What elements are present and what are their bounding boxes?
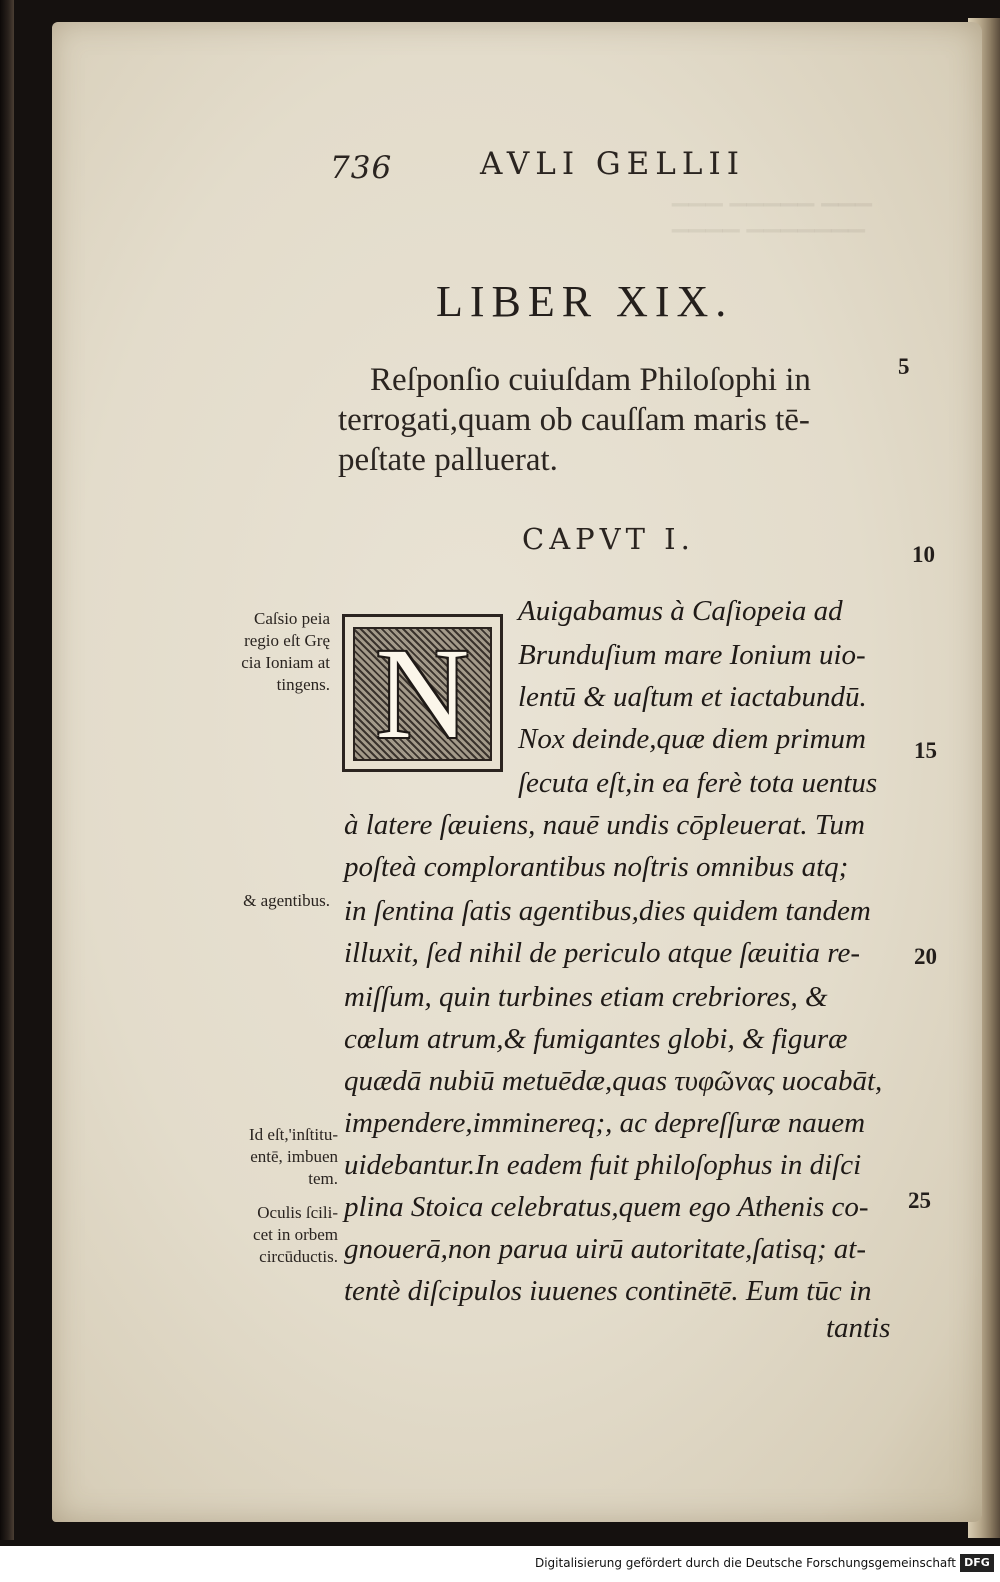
funding-note: Digitalisierung gefördert durch die Deutsche Forschungsgemeinschaft — [534, 1556, 956, 1570]
marginal-note-line: Oculis ſcili- — [257, 1203, 338, 1222]
text-line: miſſum, quin turbines etiam crebriores, & — [344, 981, 828, 1013]
marginal-note — [180, 890, 330, 912]
line-number: 10 — [912, 542, 935, 567]
marginal-note-line: circūductis. — [259, 1247, 338, 1266]
line-number: 5 — [898, 354, 910, 379]
text-line: Nox deinde,quæ diem primum — [518, 723, 866, 755]
page-number: 736 — [330, 150, 393, 186]
initial-ornament — [353, 622, 492, 766]
text-line: impendere,imminereq;, ac depreſſuræ nauem — [344, 1107, 866, 1139]
bleed-through: ▁▁▁ ▁▁▁▁▁ ▁▁▁ ▁▁▁▁ ▁▁▁▁▁▁▁ — [672, 182, 873, 233]
marginal-note-line: Id eſt,'inſtitu- — [249, 1125, 338, 1144]
chapter-heading: CAPVT I. — [522, 522, 695, 556]
book-spine — [0, 0, 14, 1540]
marginal-note-line: & agentibus. — [243, 891, 330, 910]
text-line: lentū & uaſtum et iactabundū. — [518, 681, 867, 713]
text-line: in ſentina ſatis agentibus,dies quidem tandem — [344, 895, 871, 927]
text-line: illuxit, ſed nihil de periculo atque ſæuitia re- — [344, 937, 861, 969]
marginal-note-line: tingens. — [276, 675, 330, 694]
catchword: tantis — [826, 1312, 891, 1344]
marginal-note-line: cia Ioniam at — [241, 653, 330, 672]
text-line: Auigabamus à Caſiopeia ad — [518, 595, 843, 627]
decorated-initial — [342, 614, 503, 772]
text-line: quædā nubiū metuēdæ,quas τυφῶνας uocabāt, — [344, 1065, 883, 1097]
text-line: plina Stoica celebratus,quem ego Athenis co- — [344, 1191, 869, 1223]
marginal-note — [180, 608, 330, 696]
dfg-logo[interactable]: DFG — [960, 1554, 994, 1572]
rubric-line: Reſponſio cuiuſdam Philoſophi in — [370, 362, 811, 398]
text-line: Brunduſium mare Ionium uio- — [518, 639, 866, 671]
book-title: LIBER XIX. — [436, 277, 734, 326]
marginal-note-line: regio eſt Grę — [244, 631, 330, 650]
marginal-note-line: cet in orbem — [253, 1225, 338, 1244]
line-number: 25 — [908, 1188, 931, 1213]
running-title: AVLI GELLII — [480, 146, 745, 182]
text-line: cœlum atrum,& fumigantes globi, & figuræ — [344, 1023, 848, 1055]
rubric-line: terrogati,quam ob cauſſam maris tē- — [338, 402, 810, 438]
text-line: poſteà complorantibus noſtris omnibus atq; — [344, 851, 849, 883]
footer-bar — [0, 1546, 1000, 1582]
line-number: 15 — [914, 738, 937, 763]
marginal-note — [180, 1202, 338, 1268]
initial-letter: N — [375, 622, 470, 766]
text-line: uidebantur.In eadem fuit philoſophus in diſci — [344, 1149, 862, 1181]
marginal-note — [180, 1124, 338, 1190]
line-number: 20 — [914, 944, 937, 969]
text-line: à latere ſæuiens, nauē undis cōpleuerat. Tum — [344, 809, 865, 841]
text-line: ſecuta eſt,in ea ferè tota uentus — [518, 767, 878, 799]
rubric-line: peſtate palluerat. — [338, 442, 558, 478]
chapter-rubric — [338, 360, 898, 480]
text-line: tentè diſcipulos iuuenes continētē. Eum tūc in — [344, 1275, 872, 1307]
marginal-note-line: Caſsio peia — [253, 609, 330, 628]
marginal-note-line: entē, imbuen — [250, 1147, 338, 1166]
marginal-note-line: tem. — [308, 1169, 338, 1188]
text-line: gnouerā,non parua uirū autoritate,ſatisq; at- — [344, 1233, 866, 1265]
